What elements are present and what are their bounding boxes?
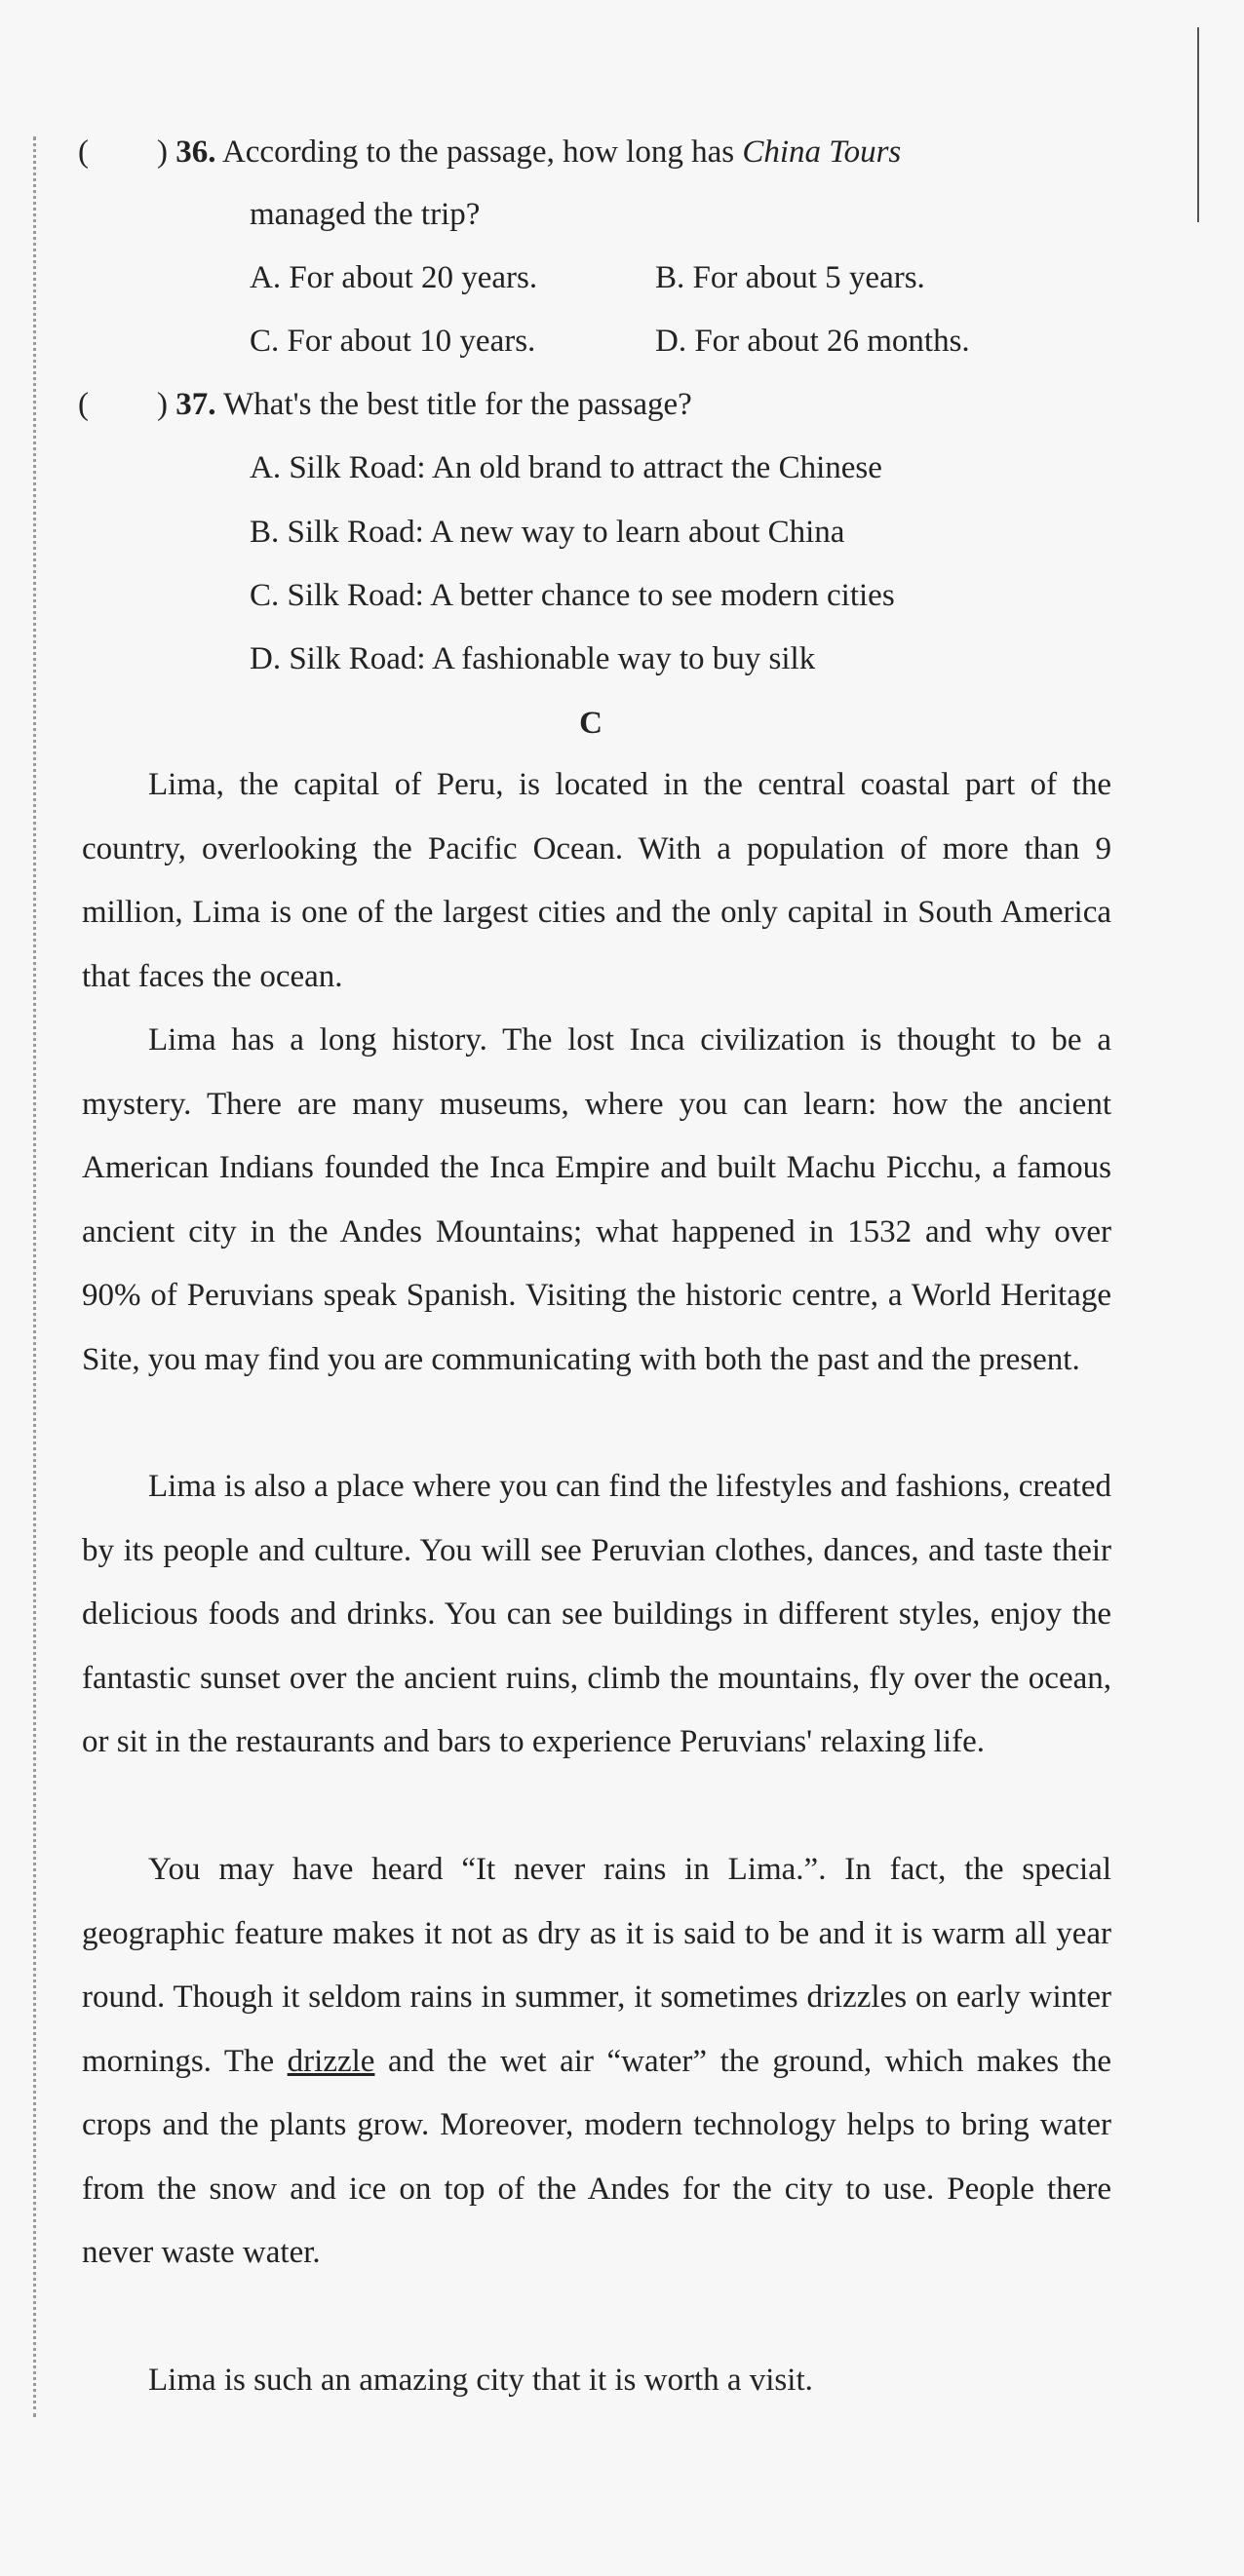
section-heading: C — [579, 706, 603, 741]
question-number: 36. — [175, 135, 216, 170]
question-37-option-a: A. Silk Road: An old brand to attract the Chinese — [250, 450, 882, 485]
question-number: 37. — [175, 387, 216, 422]
right-margin-line — [1197, 27, 1199, 222]
passage-paragraph-2: Lima has a long history. The lost Inca civilization is thought to be a mystery. There are many museums, where you can learn: how the ancient American Indians founded the Inca Empire and built Machu Picchu, a famous ancient city in the Andes Mountains; what happened in 1532 and why over 90% of Peruvians speak Spanish. Visiting the historic centre, a World Heritage Site, you may find you are communicating with both the past and the present. — [82, 1022, 1111, 1377]
question-36-stem-line — [78, 131, 901, 173]
passage-paragraph-1: Lima, the capital of Peru, is located in the central coastal part of the country, overlooking the Pacific Ocean. With a population of more than 9 million, Lima is one of the largest cities and the only capital in South America that faces the ocean. — [82, 767, 1111, 994]
left-dotted-border — [33, 136, 36, 2417]
underlined-word: drizzle — [287, 2043, 375, 2079]
question-36-stem-line2: managed the trip? — [250, 197, 481, 232]
question-36-option-c: C. For about 10 years. — [250, 324, 536, 359]
answer-paren-close: ) — [157, 387, 168, 422]
question-37-option-c: C. Silk Road: A better chance to see modern cities — [250, 578, 895, 613]
question-36-option-a: A. For about 20 years. — [250, 260, 538, 295]
question-stem-italic: China Tours — [742, 135, 902, 170]
question-stem: What's the best title for the passage? — [223, 387, 692, 422]
passage-paragraph-4 — [82, 1838, 1111, 2286]
question-37-option-d: D. Silk Road: A fashionable way to buy silk — [250, 641, 816, 676]
answer-paren-close: ) — [157, 135, 168, 170]
question-stem-part1: According to the passage, how long has — [221, 135, 743, 170]
paragraph-4-text-after: and the wet air “water” the ground, which makes the crops and the plants grow. Moreover, modern technology helps to bring water from the snow and ice on top of the Andes for the city to use. People there never waste water. — [82, 2043, 1111, 2270]
question-37-stem-line — [78, 383, 692, 426]
passage-paragraph-3: Lima is also a place where you can find the lifestyles and fashions, created by its people and culture. You will see Peruvian clothes, dances, and taste their delicious foods and drinks. You can see buildings in different styles, enjoy the fantastic sunset over the ancient ruins, climb the mountains, fly over the ocean, or sit in the restaurants and bars to experience Peruvians' relaxing life. — [82, 1469, 1111, 1759]
answer-paren-open: ( — [78, 387, 89, 422]
answer-paren-open: ( — [78, 135, 89, 170]
passage-closing: Lima is such an amazing city that it is worth a visit. — [148, 2363, 813, 2398]
question-36-option-d: D. For about 26 months. — [655, 324, 970, 359]
question-36-option-b: B. For about 5 years. — [655, 260, 925, 295]
paragraph-4-text-before: You may have heard “It never rains in Lima.”. In fact, the special geographic feature makes it not as dry as it is said to be and it is warm all year round. Though it seldom rains in summer, it sometimes drizzles on early winter mornings. The — [82, 1852, 1111, 2079]
question-37-option-b: B. Silk Road: A new way to learn about China — [250, 515, 845, 550]
